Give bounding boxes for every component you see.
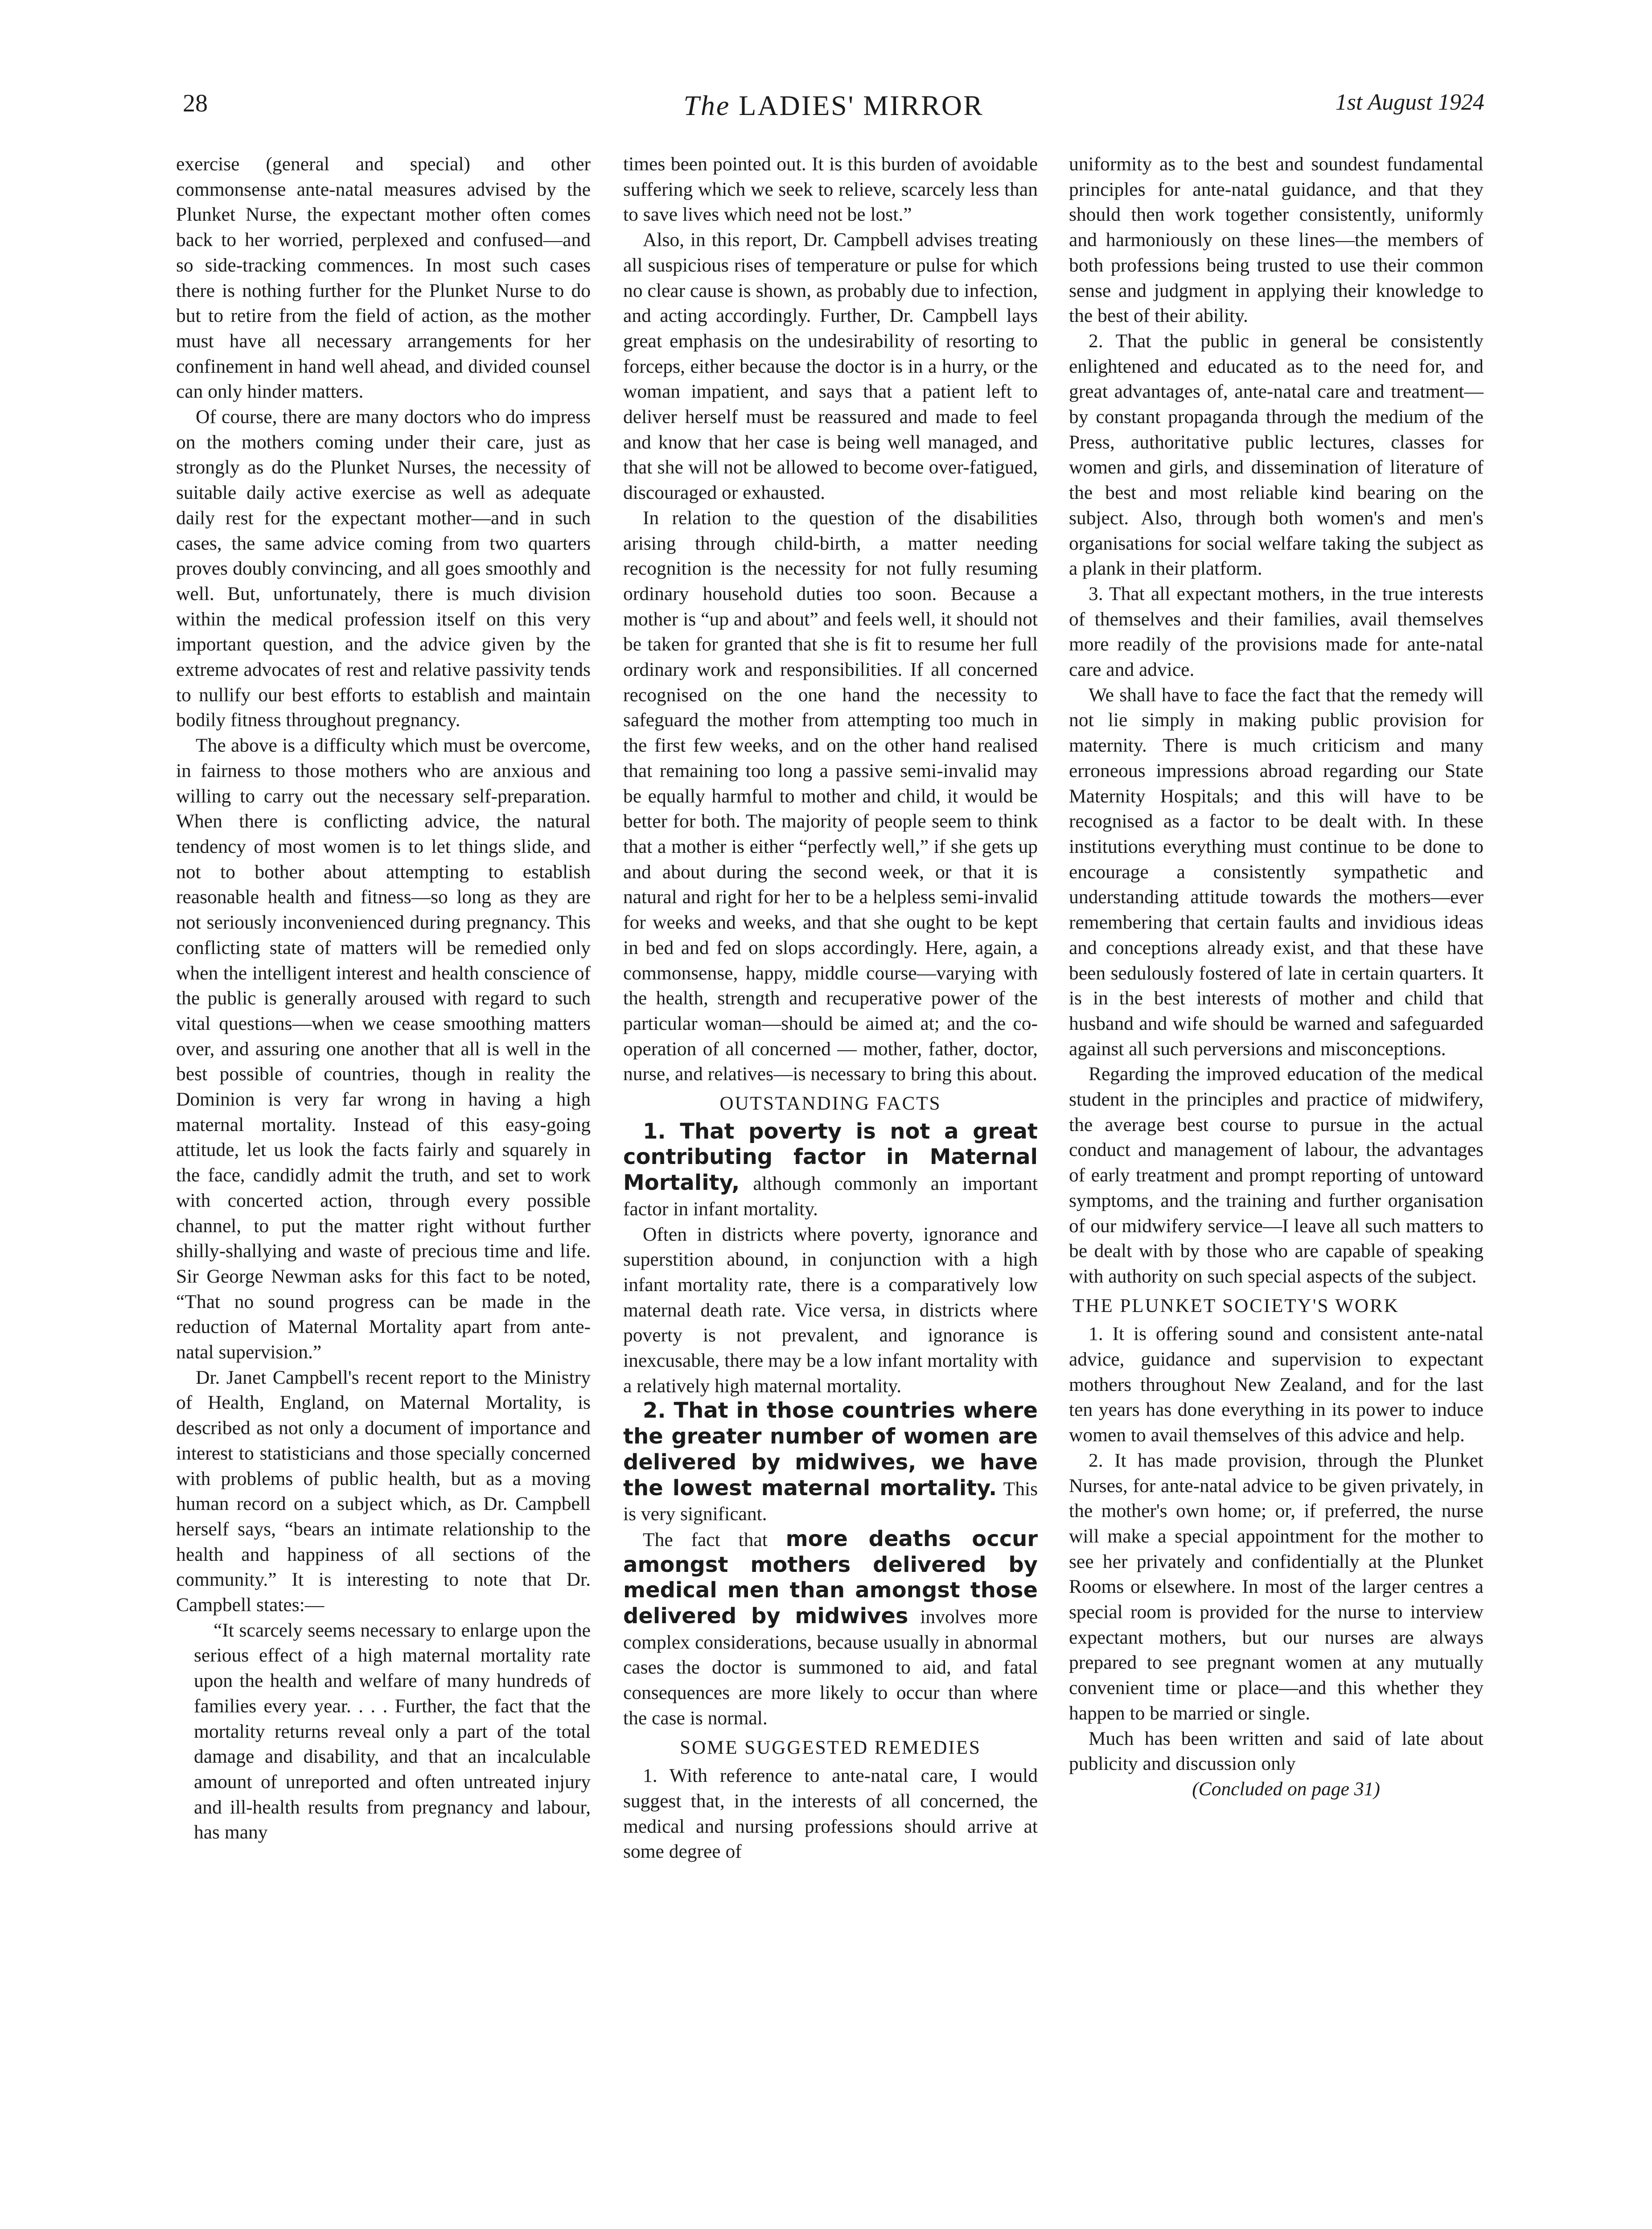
fact-2-bold: 2. That in those countries where the greater number of women are delivered by midwives, we have the lowest maternal mortality. [623, 1398, 1038, 1501]
col3-paragraph-1: uniformity as to the best and soundest fundamental principles for ante-natal guidance, and that they should then work together consistently, uniformly and harmoniously on these lines—the members of both professions being trusted to use their common sense and judgment in applying their knowledge to the best of their ability. [1069, 153, 1484, 327]
col3-paragraph-5: Regarding the improved education of the medical student in the principles and practice of midwifery, the average best course to pursue in the actual conduct and management of labour, the advantages of early treatment and prompt reporting of untoward symptoms, and the training and further organisation of our midwifery service—I leave all such matters to be dealt with by those who are capable of speaking with authority on such special aspects of the subject. [1069, 1063, 1484, 1287]
col1-paragraph-1: exercise (general and special) and other commonsense ante-natal measures advised by the Plunket Nurse, the expectant mother often comes back to her worried, perplexed and confused—and so side-tracking commences. In most such cases there is nothing further for the Plunket Nurse to do but to retire from the field of action, as the mother must have all necessary arrangements for her confinement in hand well ahead, and divided counsel can only hinder matters. [176, 153, 591, 403]
heading-suggested-remedies: SOME SUGGESTED REMEDIES [680, 1737, 981, 1758]
col1-paragraph-2: Of course, there are many doctors who do impress on the mothers coming under their care, just as strongly as do the Plunket Nurses, the necessity of suitable daily active exercise as well as adequate daily rest for the expectant mother—and in such cases, the same advice coming from two quarters proves doubly convincing, and all goes smoothly and well. But, unfortunately, there is much division within the medical profession itself on this very important question, and the advice given by the extreme advocates of rest and relative passivity tends to nullify our best efforts to establish and maintain bodily fitness throughout pregnancy. [176, 406, 591, 731]
continued-note: (Concluded on page 31) [1192, 1778, 1380, 1800]
col3-paragraph-3: 3. That all expectant mothers, in the true interests of themselves and their families, avail themselves more readily of the provisions made for ante-natal care and advice. [1069, 583, 1484, 681]
fact-2 [623, 1398, 1038, 1527]
page-number: 28 [183, 90, 208, 117]
col2-paragraph-4: Often in districts where poverty, ignorance and superstition abound, in conjunction with a high infant mortality rate, there is a comparatively low maternal death rate. Vice versa, in districts where poverty is not prevalent, and ignorance is inexcusable, there may be a low infant mortality with a relatively high maternal mortality. [623, 1223, 1038, 1397]
magazine-title [183, 89, 1484, 122]
col2-paragraph-1: times been pointed out. It is this burden of avoidable suffering which we seek to relieve, scarcely less than to save lives which need not be lost.” [623, 153, 1038, 226]
column-3 [1069, 152, 1484, 1802]
col3-paragraph-8: Much has been written and said of late about publicity and discussion only [1069, 1727, 1484, 1775]
fact-1-rest: although commonly an important factor in infant mortality. [623, 1173, 1038, 1220]
col2-p5-rest: involves more complex considerations, because usually in abnormal cases the doctor is summoned to aid, and fatal consequences are more likely to occur than where the case is normal. [623, 1606, 1038, 1729]
issue-date: 1st August 1924 [1335, 90, 1484, 115]
col2-p5-bold: more deaths occur amongst mothers delivered by medical men than amongst those delivered by midwives [623, 1526, 1038, 1629]
page-header [183, 89, 1484, 138]
col2-paragraph-6: 1. With reference to ante-natal care, I would suggest that, in the interests of all concerned, the medical and nursing professions should arrive at some degree of [623, 1765, 1038, 1863]
col1-paragraph-3: The above is a difficulty which must be overcome, in fairness to those mothers who are anxious and willing to carry out the necessary self-preparation. When there is conflicting advice, the natural tendency of most women is to let things slide, and not to bother about attempting to establish reasonable health and fitness—so long as they are not seriously inconvenienced during pregnancy. This conflicting state of matters will be remedied only when the intelligent interest and health conscience of the public is generally aroused with regard to such vital questions—when we cease smoothing matters over, and assuring one another that all is well in the best possible of countries, though in reality the Dominion is very far wrong in having a high maternal mortality. Instead of this easy-going attitude, let us look the facts fairly and squarely in the face, candidly admit the truth, and set to work with concerted action, through every possible channel, to put the matter right without further shilly-shallying and waste of precious time and life. Sir George Newman asks for this fact to be noted, “That no sound progress can be made in the reduction of Maternal Mortality apart from ante-natal supervision.” [176, 735, 591, 1363]
magazine-title-the: The [683, 90, 731, 121]
col2-paragraph-2: Also, in this report, Dr. Campbell advises treating all suspicious rises of temperature or pulse for which no clear cause is shown, as probably due to infection, and acting accordingly. Further, Dr. Campbell lays great emphasis on the undesirability of resorting to forceps, either because the doctor is in a hurry, or the woman impatient, and says that a patient left to deliver herself must be reassured and made to feel and know that her case is being well managed, and that she will not be allowed to become over-fatigued, discouraged or exhausted. [623, 229, 1038, 504]
col3-paragraph-4: We shall have to face the fact that the remedy will not lie simply in making public provision for maternity. There is much criticism and many erroneous impressions abroad regarding our State Maternity Hospitals; and this will have to be recognised as a factor to be dealt with. In these institutions everything must continue to be done to encourage a consistently sympathetic and understanding attitude towards the mothers—ever remembering that certain faults and invidious ideas and conceptions already exist, and that these have been sedulously fostered of late in certain quarters. It is in the best interests of mother and child that husband and wife should be warned and safeguarded against all such perversions and misconceptions. [1069, 684, 1484, 1060]
col3-paragraph-2: 2. That the public in general be consistently enlightened and educated as to the need for, and great advantages of, ante-natal care and treatment—by constant propaganda through the medium of the Press, authoritative public lectures, classes for women and girls, and dissemination of literature of the best and most reliable kind bearing on the subject. Also, through both women's and men's organisations for social welfare taking the subject as a plank in their platform. [1069, 330, 1484, 580]
magazine-title-name: LADIES' MIRROR [739, 90, 984, 121]
col1-paragraph-4: Dr. Janet Campbell's recent report to the Ministry of Health, England, on Maternal Mortality, is described as not only a document of importance and interest to statisticians and those specially concerned with problems of public health, but as a moving human record on a subject which, as Dr. Campbell herself says, “bears an intimate relationship to the health and happiness of all sections of the community.” It is interesting to note that Dr. Campbell states:— [176, 1366, 591, 1616]
heading-outstanding-facts: OUTSTANDING FACTS [719, 1093, 941, 1114]
campbell-quote-text: “It scarcely seems necessary to enlarge upon the serious effect of a high maternal mortality rate upon the health and welfare of many hundreds of families every year. . . . Further, the fact that the mortality returns reveal only a part of the total damage and disability, and that an incalculable amount of unreported and often untreated injury and ill-health results from pregnancy and labour, has many [194, 1619, 591, 1843]
fact-1-bold: 1. That poverty is not a great contributing factor in Maternal Mortality, [623, 1119, 1038, 1196]
col3-paragraph-6: 1. It is offering sound and consistent ante-natal advice, guidance and supervision to expectant mothers throughout New Zealand, and for the last ten years has done everything in its power to induce women to avail themselves of this advice and help. [1069, 1323, 1484, 1446]
col2-p5-pre: The fact that [643, 1529, 786, 1550]
col2-paragraph-3: In relation to the question of the disabilities arising through child-birth, a matter needing recognition is the necessity for not fully resuming ordinary household duties too soon. Because a mother is “up and about” and feels well, it should not be taken for granted that she is fit to resume her full ordinary work and responsibilities. If all concerned recognised on the one hand the necessity to safeguard the mother from attempting too much in the first few weeks, and on the other hand realised that remaining too long a passive semi-invalid may be equally harmful to mother and child, it would be better for both. The majority of people seem to think that a mother is either “perfectly well,” if she gets up and about during the second week, or that it is natural and right for her to be a helpless semi-invalid for weeks and weeks, and that she ought to be kept in bed and fed on slops accordingly. Here, again, a commonsense, happy, middle course—varying with the health, strength and recuperative power of the particular woman—should be aimed at; and the co-operation of all concerned — mother, father, doctor, nurse, and relatives—is necessary to bring this about. [623, 507, 1038, 1085]
column-1 [176, 152, 591, 1845]
col2-paragraph-5 [623, 1527, 1038, 1731]
fact-2-rest: This is very significant. [623, 1478, 1038, 1525]
fact-1 [623, 1119, 1038, 1222]
column-2 [623, 152, 1038, 1864]
campbell-quote [176, 1618, 591, 1845]
heading-plunket-society-work: THE PLUNKET SOCIETY'S WORK [1073, 1295, 1399, 1316]
col3-paragraph-7: 2. It has made provision, through the Plunket Nurses, for ante-natal advice to be given privately, in the mother's own home; or, if preferred, the nurse will make a special appointment for the mother to see her privately and confidentially at the Plunket Rooms or elsewhere. In most of the larger centres a special room is provided for the nurse to interview expectant mothers, but our nurses are always prepared to see pregnant women at any mutually convenient time or place—and this whether they happen to be married or single. [1069, 1449, 1484, 1724]
